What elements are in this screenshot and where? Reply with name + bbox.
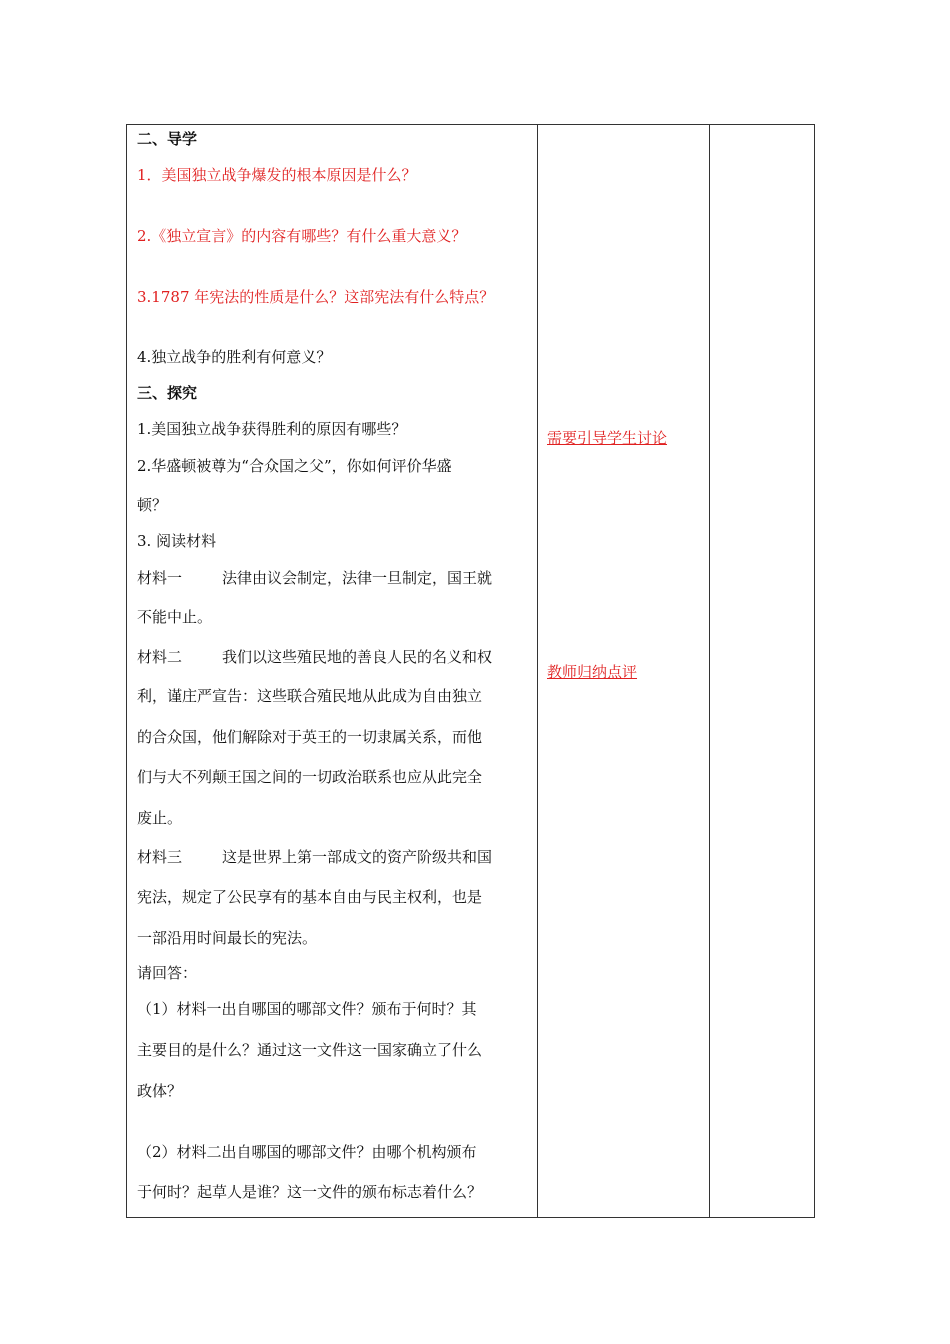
guide-question-2: 2.《独立宣言》的内容有哪些？有什么重大意义？ [137, 227, 467, 245]
note-discussion: 需要引导学生讨论 [547, 429, 668, 447]
material-2-line: 的合众国，他们解除对于英王的一切隶属关系，而他 [137, 728, 483, 746]
material-3-line [137, 847, 529, 867]
material-3-label: 材料三 [137, 848, 183, 866]
material-3-line: 一部沿用时间最长的宪法。 [137, 929, 318, 947]
section-heading-explore: 三、探究 [137, 384, 198, 402]
explore-question-1: 1.美国独立战争获得胜利的原因有哪些？ [137, 420, 407, 438]
material-1-line: 不能中止。 [137, 608, 213, 626]
material-2-line: 利，谨庄严宣告：这些联合殖民地从此成为自由独立 [137, 687, 483, 705]
explore-question-2-line: 2.华盛顿被尊为“合众国之父”，你如何评价华盛 [137, 457, 452, 475]
guide-question-3: 3.1787 年宪法的性质是什么？这部宪法有什么特点？ [137, 288, 495, 306]
explore-question-2-line: 顿？ [137, 496, 168, 514]
column-divider [709, 125, 710, 1217]
material-2-line: 废止。 [137, 809, 183, 827]
material-2-line: 们与大不列颠王国之间的一切政治联系也应从此完全 [137, 768, 483, 786]
material-1-text: 法律由议会制定，法律一旦制定，国王就 [222, 569, 493, 587]
explore-question-3: 3. 阅读材料 [137, 532, 217, 550]
column-divider [537, 125, 538, 1217]
note-review: 教师归纳点评 [547, 663, 638, 681]
material-3-text: 这是世界上第一部成文的资产阶级共和国 [222, 848, 493, 866]
material-2-line [137, 647, 529, 667]
material-2-text: 我们以这些殖民地的善良人民的名义和权 [222, 648, 493, 666]
answer-question-1-line: （1）材料一出自哪国的哪部文件？颁布于何时？其 [137, 1000, 477, 1018]
material-1-line [137, 568, 529, 588]
answer-prompt: 请回答： [137, 964, 198, 982]
answer-question-1-line: 主要目的是什么？通过这一文件这一国家确立了什么 [137, 1041, 483, 1059]
material-3-line: 宪法，规定了公民享有的基本自由与民主权利，也是 [137, 888, 483, 906]
material-2-label: 材料二 [137, 648, 183, 666]
guide-question-1: 1．美国独立战争爆发的根本原因是什么？ [137, 166, 417, 184]
material-1-label: 材料一 [137, 569, 183, 587]
answer-question-2-line: （2）材料二出自哪国的哪部文件？由哪个机构颁布 [137, 1143, 477, 1161]
guide-question-4: 4.独立战争的胜利有何意义？ [137, 348, 332, 366]
section-heading-guide: 二、导学 [137, 130, 198, 148]
lesson-table [126, 124, 815, 1218]
answer-question-1-line: 政体？ [137, 1082, 183, 1100]
answer-question-2-line: 于何时？起草人是谁？这一文件的颁布标志着什么？ [137, 1183, 483, 1201]
